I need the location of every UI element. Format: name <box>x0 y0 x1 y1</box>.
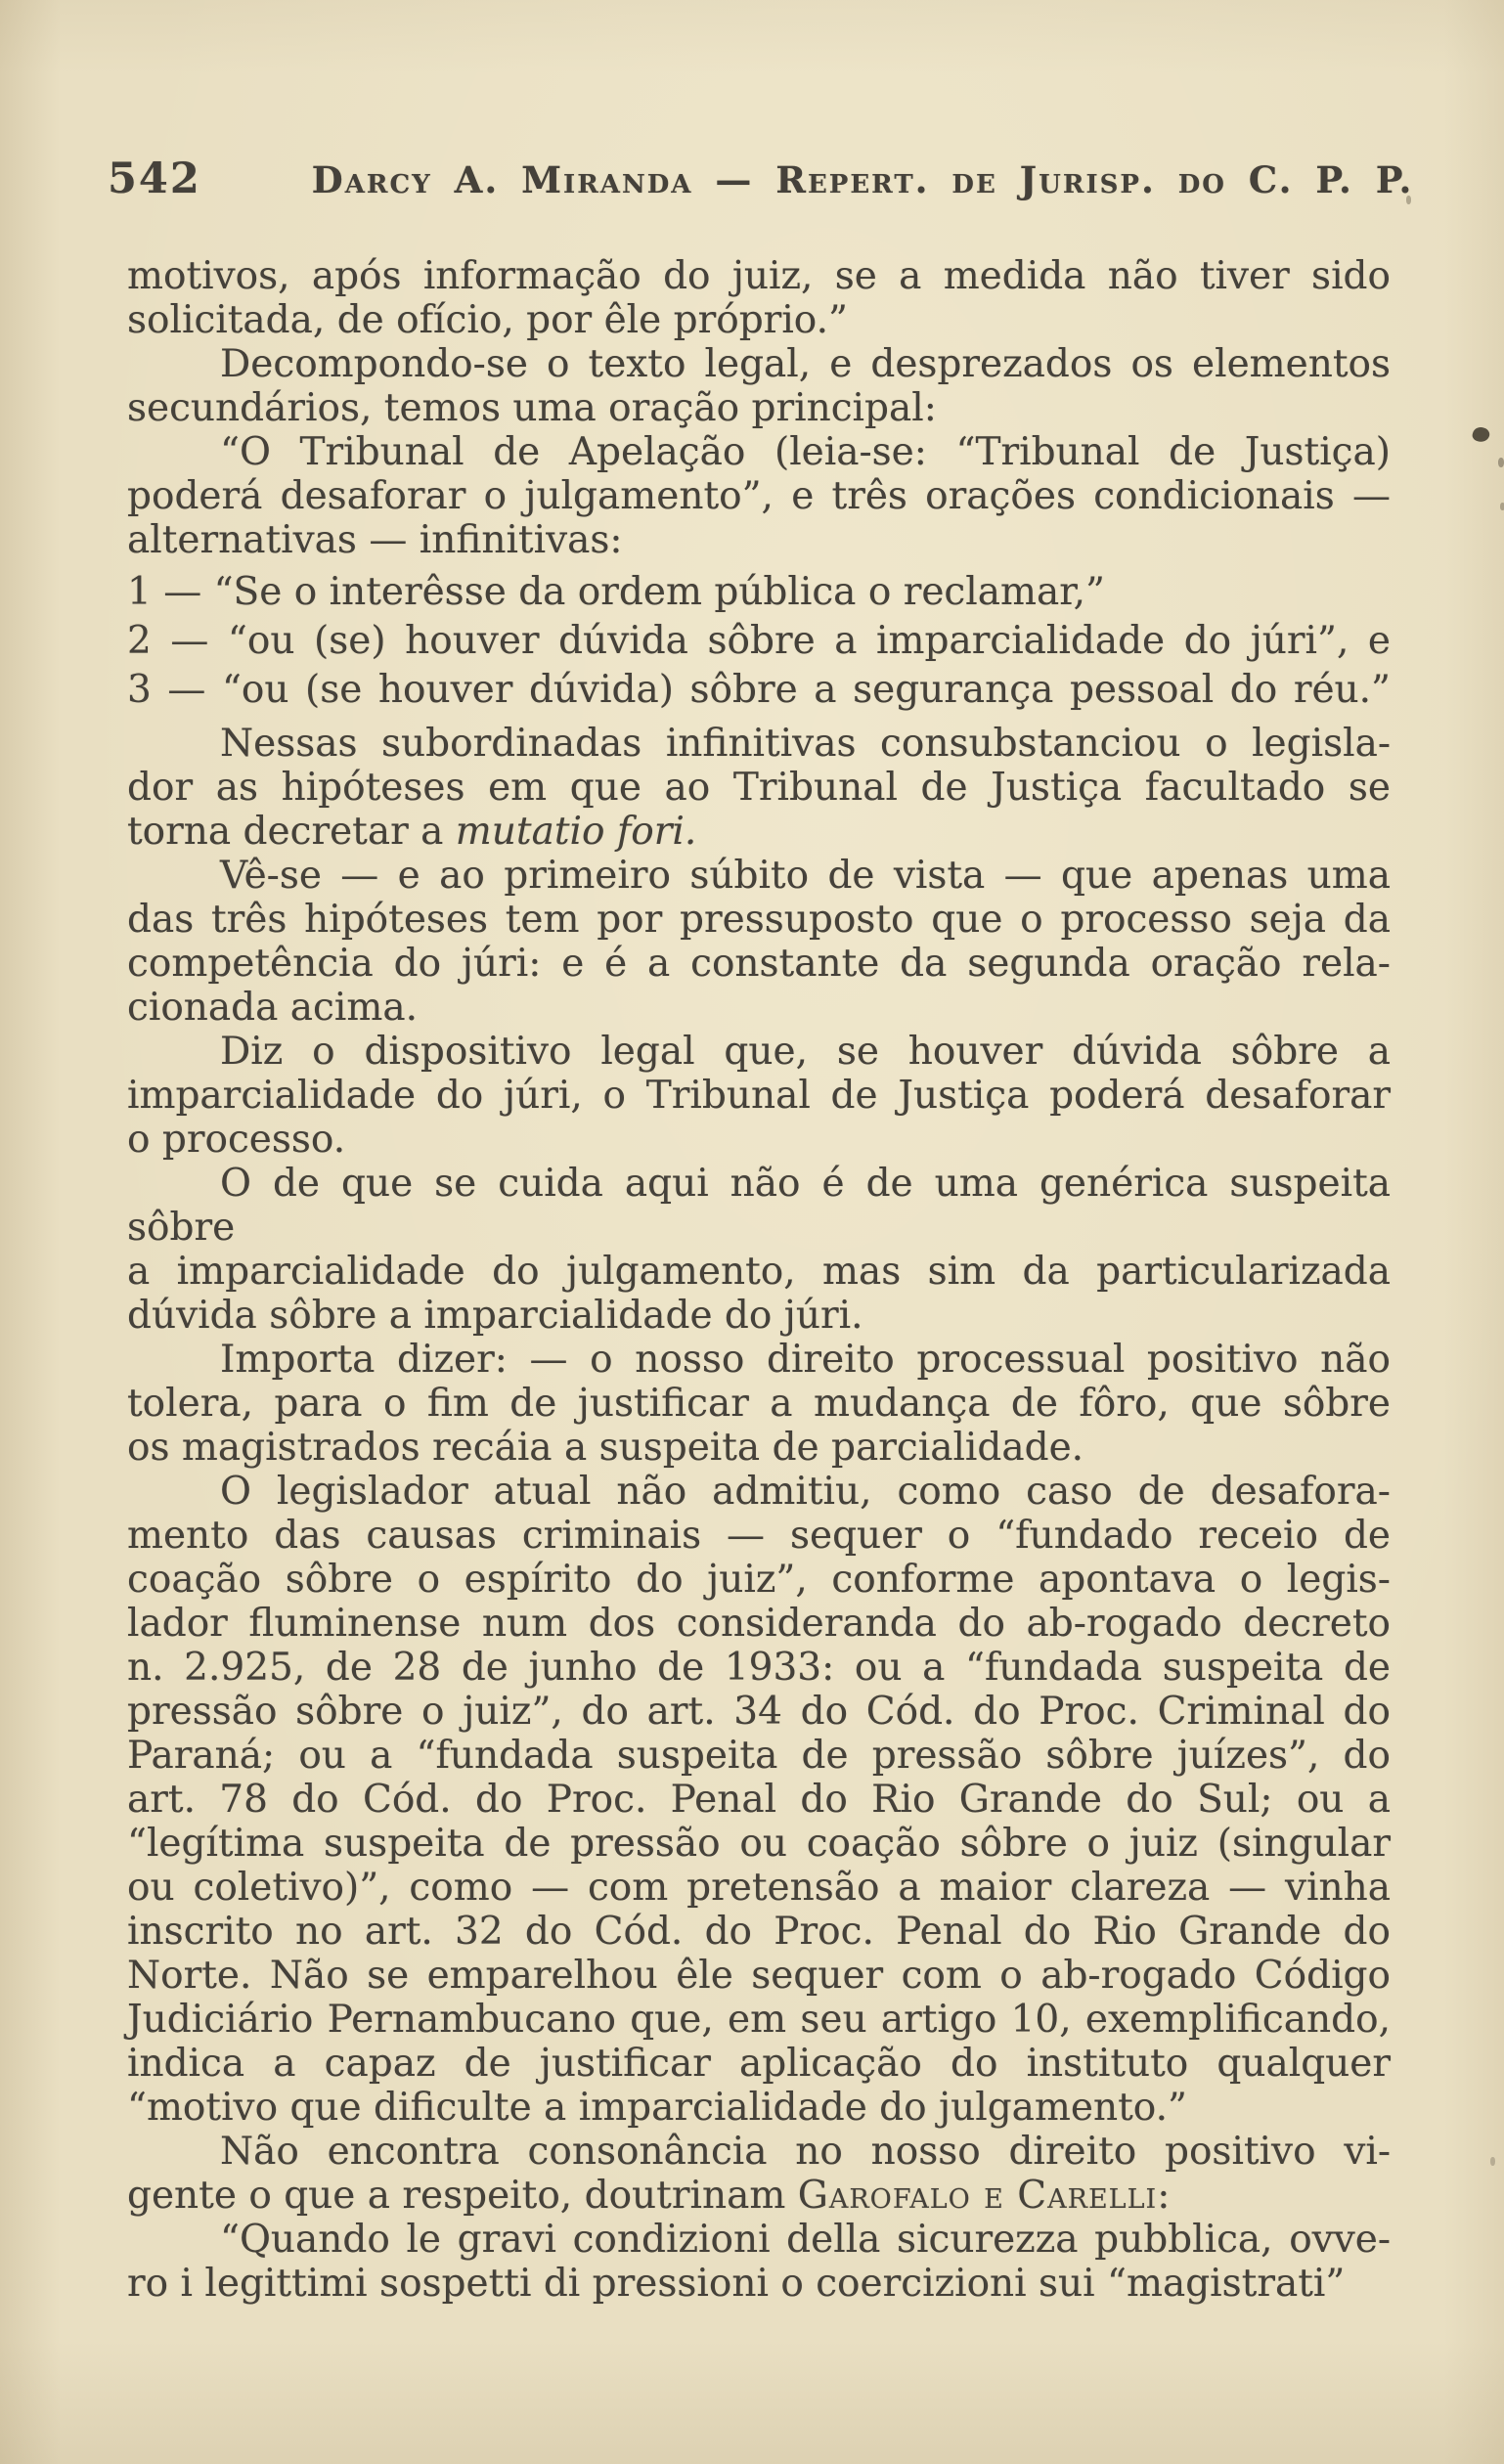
text-line <box>127 1294 1391 1338</box>
text-run: Nessas subordinadas infinitivas consubstanciou o legisla- <box>220 722 1391 766</box>
text-run: art. 78 do Cód. do Proc. Penal do Rio Grande do Sul; ou a <box>127 1778 1391 1822</box>
text-line <box>127 810 1391 854</box>
text-run: mento das causas criminais — sequer o “fundado receio de <box>127 1514 1391 1558</box>
text-line <box>127 1954 1391 1998</box>
text-line <box>127 342 1391 386</box>
text-line <box>127 1778 1391 1822</box>
text-run: : <box>1157 2174 1171 2218</box>
text-block <box>127 254 1391 2306</box>
text-line <box>127 386 1391 430</box>
text-line <box>127 942 1391 986</box>
text-run: 2 — “ou (se) houver dúvida sôbre a imparcialidade do júri”, e <box>127 619 1391 663</box>
text-run: alternativas — infinitivas: <box>127 518 623 562</box>
text-run: O de que se cuida aqui não é de uma genérica suspeita sôbre <box>127 1162 1391 1250</box>
text-line <box>127 1822 1391 1866</box>
text-line <box>127 1558 1391 1602</box>
text-line <box>127 2086 1391 2130</box>
text-line <box>127 474 1391 518</box>
text-line <box>127 1426 1391 1470</box>
text-line <box>127 2174 1391 2218</box>
text-line <box>127 1910 1391 1954</box>
text-line <box>127 854 1391 898</box>
text-run: o processo. <box>127 1118 346 1162</box>
text-run: imparcialidade do júri, o Tribunal de Justiça poderá desaforar <box>127 1074 1391 1118</box>
text-run: inscrito no art. 32 do Cód. do Proc. Penal do Rio Grande do <box>127 1910 1391 1954</box>
text-line <box>127 1162 1391 1250</box>
text-run: Paraná; ou a “fundada suspeita de pressão sôbre juízes”, do <box>127 1734 1391 1778</box>
text-line <box>127 722 1391 766</box>
page-header <box>0 154 1504 203</box>
text-line <box>127 898 1391 942</box>
text-run: pressão sôbre o juiz”, do art. 34 do Cód. do Proc. Criminal do <box>127 1690 1391 1734</box>
text-line <box>127 1602 1391 1646</box>
text-run: Vê-se — e ao primeiro súbito de vista — que apenas uma <box>220 854 1391 898</box>
text-run: solicitada, de ofício, por êle próprio.” <box>127 298 848 342</box>
text-run: “motivo que dificulte a imparcialidade do julgamento.” <box>127 2086 1187 2130</box>
ink-speck <box>1498 458 1504 467</box>
text-line <box>127 1514 1391 1558</box>
running-title: Darcy A. Miranda — Repert. de Jurisp. do C. P. P. <box>311 158 1414 201</box>
text-run: dor as hipóteses em que ao Tribunal de Justiça facultado se <box>127 766 1391 810</box>
text-run: secundários, temos uma oração principal: <box>127 386 937 430</box>
text-line <box>127 1074 1391 1118</box>
smallcaps-text: Garofalo e Carelli <box>797 2174 1158 2218</box>
text-line <box>127 1030 1391 1074</box>
text-run: poderá desaforar o julgamento”, e três orações condicionais — <box>127 474 1391 518</box>
text-run: Norte. Não se emparelhou êle sequer com o ab-rogado Código <box>127 1954 1391 1998</box>
ink-speck <box>1406 196 1411 204</box>
text-run: “legítima suspeita de pressão ou coação sôbre o juiz (singular <box>127 1822 1391 1866</box>
text-run: indica a capaz de justificar aplicação do instituto qualquer <box>127 2042 1391 2086</box>
text-run: os magistrados recáia a suspeita de parcialidade. <box>127 1426 1084 1470</box>
text-run: ro i legittimi sospetti di pressioni o coercizioni sui “magistrati” <box>127 2262 1346 2306</box>
text-run: Não encontra consonância no nosso direito positivo vi- <box>220 2130 1391 2174</box>
text-run: das três hipóteses tem por pressuposto que o processo seja da <box>127 898 1391 942</box>
text-run: Judiciário Pernambucano que, em seu artigo 10, exemplificando, <box>127 1998 1391 2042</box>
text-line <box>127 518 1391 562</box>
text-line <box>127 430 1391 474</box>
text-line <box>127 298 1391 342</box>
text-line <box>127 766 1391 810</box>
text-line <box>127 1690 1391 1734</box>
text-line <box>127 570 1391 614</box>
text-run: dúvida sôbre a imparcialidade do júri. <box>127 1294 863 1338</box>
text-run: “Quando le gravi condizioni della sicurezza pubblica, ovve- <box>220 2218 1391 2262</box>
text-line <box>127 2130 1391 2174</box>
text-line <box>127 254 1391 298</box>
italic-text: mutatio fori. <box>455 810 697 854</box>
text-run: competência do júri: e é a constante da segunda oração rela- <box>127 942 1391 986</box>
text-run: lador fluminense num dos consideranda do ab-rogado decreto <box>127 1602 1391 1646</box>
text-line <box>127 2218 1391 2262</box>
text-run: 3 — “ou (se houver dúvida) sôbre a segurança pessoal do réu.” <box>127 668 1391 712</box>
text-line <box>127 986 1391 1030</box>
text-run: motivos, após informação do juiz, se a medida não tiver sido <box>127 254 1391 298</box>
text-run: Decompondo-se o texto legal, e desprezados os elementos <box>220 342 1391 386</box>
text-run: torna decretar a <box>127 810 456 854</box>
text-line <box>127 1734 1391 1778</box>
text-line <box>127 668 1391 712</box>
page-number: 542 <box>108 154 201 203</box>
text-line <box>127 1998 1391 2042</box>
text-run: tolera, para o fim de justificar a mudança de fôro, que sôbre <box>127 1382 1391 1426</box>
text-run: Diz o dispositivo legal que, se houver dúvida sôbre a <box>220 1030 1391 1074</box>
text-run: cionada acima. <box>127 986 418 1030</box>
text-run: gente o que a respeito, doutrinam <box>127 2174 798 2218</box>
text-line <box>127 1118 1391 1162</box>
text-line <box>127 2262 1391 2306</box>
text-line <box>127 1250 1391 1294</box>
text-run: coação sôbre o espírito do juiz”, conforme apontava o legis- <box>127 1558 1391 1602</box>
text-run: ou coletivo)”, como — com pretensão a maior clareza — vinha <box>127 1866 1391 1910</box>
text-line <box>127 1470 1391 1514</box>
ink-speck <box>1490 2157 1495 2166</box>
text-run: a imparcialidade do julgamento, mas sim da particularizada <box>127 1250 1391 1294</box>
text-run: 1 — “Se o interêsse da ordem pública o reclamar,” <box>127 570 1105 614</box>
text-line <box>127 1646 1391 1690</box>
text-run: n. 2.925, de 28 de junho de 1933: ou a “fundada suspeita de <box>127 1646 1391 1690</box>
text-line <box>127 1382 1391 1426</box>
text-line <box>127 1866 1391 1910</box>
text-line <box>127 2042 1391 2086</box>
ink-speck <box>1500 503 1504 510</box>
text-line <box>127 1338 1391 1382</box>
text-line <box>127 619 1391 663</box>
text-run: “O Tribunal de Apelação (leia-se: “Tribunal de Justiça) <box>220 430 1391 474</box>
text-run: Importa dizer: — o nosso direito processual positivo não <box>220 1338 1391 1382</box>
text-run: O legislador atual não admitiu, como caso de desafora- <box>220 1470 1391 1514</box>
